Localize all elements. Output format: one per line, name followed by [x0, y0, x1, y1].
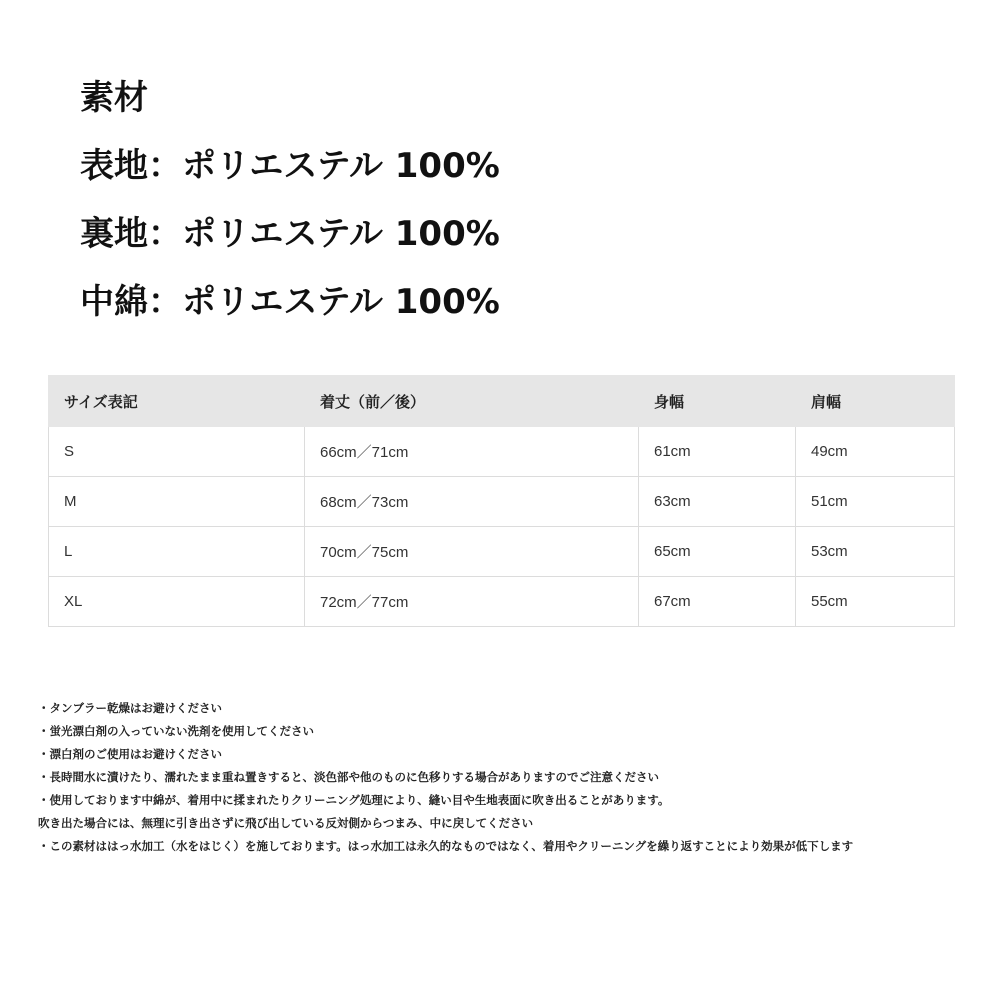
care-note: ・蛍光漂白剤の入っていない洗剤を使用してください: [38, 724, 314, 738]
material-label: 裏地: [80, 214, 148, 254]
materials-section: [80, 72, 500, 344]
care-note: ・タンブラー乾燥はお避けください: [38, 701, 222, 715]
care-note: ・使用しております中綿が、着用中に揉まれたりクリーニング処理により、縫い目や生地表面に吹き出ることがあります。: [38, 793, 670, 807]
cell-length: 68cm／73cm: [305, 477, 639, 527]
cell-shoulder-width: 55cm: [796, 577, 955, 627]
cell-length: 70cm／75cm: [305, 527, 639, 577]
care-note: ・この素材ははっ水加工（水をはじく）を施しております。はっ水加工は永久的なものではなく、着用やクリーニングを繰り返すことにより効果が低下します: [38, 839, 854, 853]
cell-body-width: 61cm: [639, 427, 796, 477]
table-row: [49, 527, 955, 577]
material-separator: ：: [148, 146, 182, 186]
cell-shoulder-width: 53cm: [796, 527, 955, 577]
cell-size: M: [49, 477, 305, 527]
cell-length: 66cm／71cm: [305, 427, 639, 477]
cell-size: XL: [49, 577, 305, 627]
header-size-label: サイズ表記: [49, 376, 305, 427]
care-notes: [38, 697, 988, 858]
header-shoulder-width: 肩幅: [796, 376, 955, 427]
materials-heading: 素材: [80, 78, 148, 118]
header-length: 着丈（前／後）: [305, 376, 639, 427]
cell-length: 72cm／77cm: [305, 577, 639, 627]
material-separator: ：: [148, 282, 182, 322]
cell-size: L: [49, 527, 305, 577]
material-value: ポリエステル 100%: [182, 214, 500, 254]
cell-shoulder-width: 51cm: [796, 477, 955, 527]
material-outer-line: [80, 140, 500, 192]
cell-shoulder-width: 49cm: [796, 427, 955, 477]
size-table-header-row: [49, 376, 955, 427]
material-separator: ：: [148, 214, 182, 254]
cell-size: S: [49, 427, 305, 477]
material-padding-line: [80, 276, 500, 328]
cell-body-width: 67cm: [639, 577, 796, 627]
material-value: ポリエステル 100%: [182, 146, 500, 186]
table-row: [49, 577, 955, 627]
material-lining-line: [80, 208, 500, 260]
cell-body-width: 63cm: [639, 477, 796, 527]
care-note: ・長時間水に漬けたり、濡れたまま重ね置きすると、淡色部や他のものに色移りする場合がありますのでご注意ください: [38, 770, 659, 784]
material-value: ポリエステル 100%: [182, 282, 500, 322]
table-row: [49, 477, 955, 527]
care-note: ・漂白剤のご使用はお避けください: [38, 747, 222, 761]
care-note: 吹き出た場合には、無理に引き出さずに飛び出している反対側からつまみ、中に戻してください: [38, 816, 534, 830]
table-row: [49, 427, 955, 477]
size-table: [48, 375, 955, 627]
material-label: 表地: [80, 146, 148, 186]
cell-body-width: 65cm: [639, 527, 796, 577]
header-body-width: 身幅: [639, 376, 796, 427]
material-label: 中綿: [80, 282, 148, 322]
